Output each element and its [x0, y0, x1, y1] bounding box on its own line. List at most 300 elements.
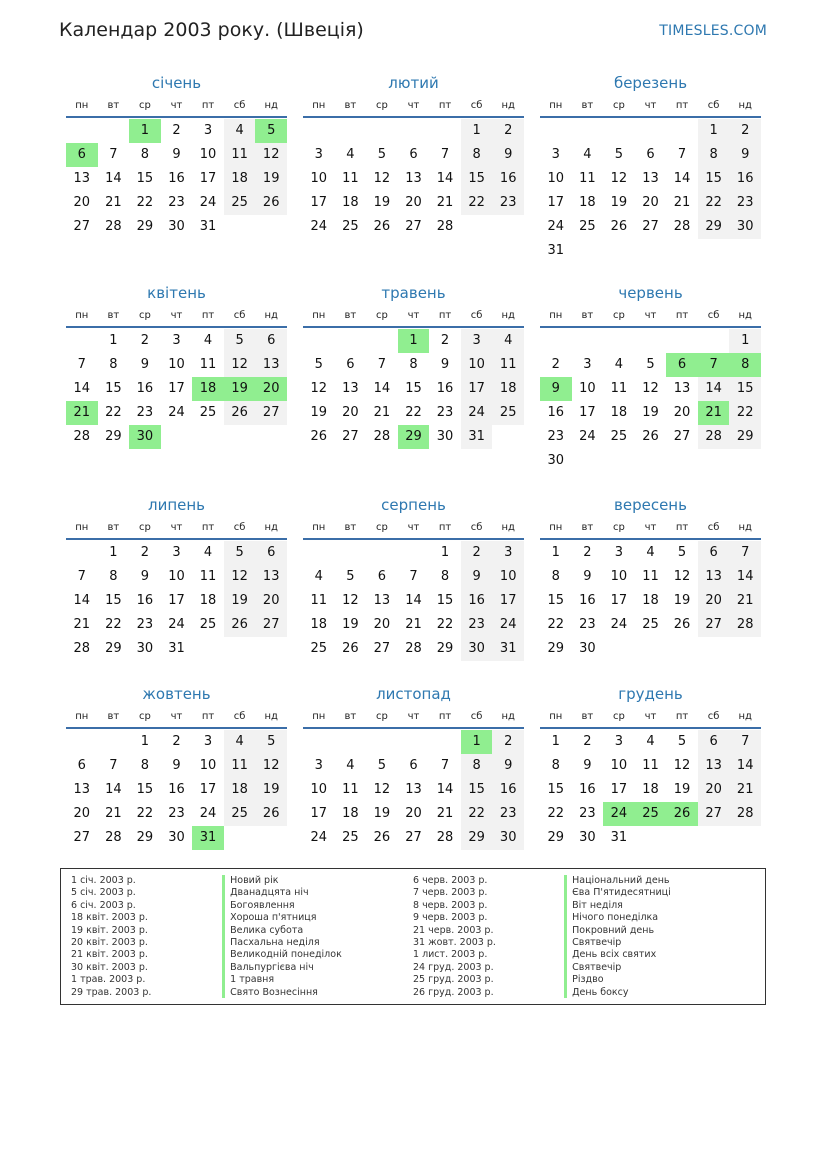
empty-cell [303, 541, 335, 565]
holiday-day-cell: 6 [66, 143, 98, 167]
day-cell: 27 [73, 219, 91, 234]
weekday-header [303, 306, 524, 328]
day-cell: 6 [646, 147, 655, 162]
weekday-label: нд [501, 310, 515, 321]
day-cell: 2 [492, 119, 524, 143]
day-cell: 5 [377, 758, 387, 773]
day-cell: 27 [698, 802, 730, 826]
day-cell: 20 [73, 806, 91, 821]
day-cell: 27 [405, 830, 422, 845]
day-grid [66, 329, 287, 449]
day-cell: 21 [373, 405, 391, 420]
day-cell: 13 [255, 353, 287, 377]
day-cell: 19 [255, 778, 287, 802]
day-cell: 22 [105, 617, 122, 632]
day-cell: 28 [436, 219, 454, 234]
day-cell: 27 [673, 429, 691, 444]
empty-cell [335, 119, 367, 143]
day-cell: 4 [203, 545, 213, 560]
day-cell: 1 [698, 119, 730, 143]
day-cell: 6 [409, 758, 418, 773]
day-cell: 13 [73, 782, 91, 797]
day-cell: 4 [224, 730, 256, 754]
empty-cell [666, 119, 698, 143]
day-cell: 8 [461, 143, 493, 167]
day-cell: 23 [579, 806, 596, 821]
weekday-label: чт [170, 711, 183, 722]
weekday-header [303, 96, 524, 118]
legend-date: 1 лист. 2003 р. [413, 949, 488, 961]
day-cell: 2 [440, 333, 450, 348]
day-cell: 14 [698, 377, 730, 401]
day-cell: 24 [310, 219, 328, 234]
empty-cell [303, 119, 335, 143]
day-grid [303, 730, 524, 850]
day-cell: 16 [729, 167, 761, 191]
legend-holiday-name: Велика субота [230, 924, 304, 936]
day-cell: 14 [729, 565, 761, 589]
day-cell: 17 [579, 405, 596, 420]
day-grid [66, 730, 287, 850]
day-cell: 19 [673, 782, 691, 797]
day-cell: 20 [698, 778, 730, 802]
day-cell: 1 [729, 329, 761, 353]
day-cell: 18 [610, 405, 628, 420]
day-cell: 27 [642, 219, 659, 234]
legend-holiday-name: Пасхальна неділя [230, 937, 320, 949]
weekday-label: чт [170, 522, 183, 533]
day-cell: 30 [436, 429, 454, 444]
day-cell: 4 [492, 329, 524, 353]
weekday-label: вт [581, 100, 594, 111]
weekday-label: пн [75, 711, 89, 722]
day-cell: 10 [310, 782, 328, 797]
day-cell: 7 [77, 569, 86, 584]
weekday-label: нд [738, 310, 752, 321]
day-cell: 8 [551, 758, 560, 773]
day-cell: 5 [224, 541, 256, 565]
weekday-label: пт [675, 310, 689, 321]
legend-date: 1 січ. 2003 р. [71, 875, 136, 886]
day-cell: 2 [140, 545, 150, 560]
day-cell: 6 [698, 541, 730, 565]
day-cell: 15 [547, 782, 565, 797]
day-grid [66, 541, 287, 661]
legend-holiday-name: Покровний день [572, 924, 655, 936]
weekday-label: пн [549, 711, 563, 722]
day-cell: 16 [492, 167, 524, 191]
legend-date: 26 груд. 2003 р. [413, 986, 494, 998]
weekday-label: пн [75, 310, 89, 321]
day-cell: 21 [73, 617, 91, 632]
day-cell: 1 [551, 545, 560, 560]
day-cell: 11 [579, 171, 596, 186]
day-cell: 10 [492, 565, 524, 589]
day-cell: 16 [461, 589, 493, 613]
empty-cell [303, 730, 335, 754]
day-cell: 30 [579, 641, 596, 656]
day-cell: 9 [583, 758, 592, 773]
day-cell: 27 [342, 429, 359, 444]
weekday-header [303, 518, 524, 540]
day-grid [303, 541, 524, 661]
weekday-header [540, 96, 761, 118]
day-cell: 11 [224, 143, 256, 167]
legend-holiday-name: Свято Вознесіння [230, 986, 318, 998]
empty-cell [540, 329, 572, 353]
day-cell: 31 [492, 637, 524, 661]
weekday-label: пт [201, 100, 215, 111]
weekday-label: вт [107, 100, 120, 111]
day-cell: 12 [342, 593, 359, 608]
day-cell: 2 [172, 734, 181, 749]
legend-date: 7 черв. 2003 р. [413, 887, 488, 899]
day-cell: 12 [310, 381, 328, 396]
month-3 [540, 70, 761, 280]
day-cell: 15 [729, 377, 761, 401]
day-cell: 20 [342, 405, 359, 420]
day-cell: 26 [342, 641, 359, 656]
day-cell: 30 [547, 453, 565, 468]
day-cell: 3 [203, 123, 213, 138]
day-cell: 11 [342, 171, 359, 186]
empty-cell [572, 119, 604, 143]
day-cell: 21 [105, 806, 122, 821]
day-cell: 22 [136, 195, 154, 210]
day-cell: 15 [547, 593, 565, 608]
weekday-label: пн [549, 522, 563, 533]
day-cell: 12 [673, 569, 691, 584]
day-cell: 22 [461, 191, 493, 215]
weekday-label: чт [407, 100, 420, 111]
weekday-label: пн [549, 100, 563, 111]
weekday-label: нд [264, 100, 278, 111]
day-cell: 23 [168, 806, 185, 821]
day-cell: 26 [642, 429, 659, 444]
holiday-day-cell: 18 [192, 377, 224, 401]
day-cell: 16 [136, 593, 154, 608]
day-grid [540, 119, 761, 263]
day-cell: 28 [729, 802, 761, 826]
weekday-label: ср [138, 711, 151, 722]
day-cell: 1 [551, 734, 560, 749]
day-cell: 7 [109, 758, 118, 773]
month-name: лютий [388, 74, 439, 92]
weekday-label: ср [612, 711, 625, 722]
day-cell: 13 [373, 593, 391, 608]
day-cell: 5 [377, 147, 387, 162]
empty-cell [66, 541, 98, 565]
day-cell: 15 [461, 778, 493, 802]
day-cell: 4 [314, 569, 323, 584]
legend-date: 1 трав. 2003 р. [71, 974, 146, 986]
legend-holiday-name: Богоявлення [230, 899, 295, 911]
day-cell: 2 [729, 119, 761, 143]
legend-holiday-name: Віт неділя [572, 899, 623, 911]
day-cell: 6 [377, 569, 387, 584]
day-cell: 28 [698, 425, 730, 449]
day-cell: 29 [105, 641, 122, 656]
day-cell: 8 [461, 754, 493, 778]
day-cell: 19 [642, 405, 659, 420]
day-cell: 20 [673, 405, 691, 420]
day-cell: 3 [551, 147, 560, 162]
day-cell: 19 [610, 195, 628, 210]
day-cell: 19 [342, 617, 359, 632]
day-cell: 18 [342, 806, 359, 821]
day-cell: 12 [673, 758, 691, 773]
day-cell: 23 [492, 191, 524, 215]
day-cell: 17 [610, 782, 628, 797]
day-cell: 12 [224, 353, 256, 377]
day-cell: 22 [698, 191, 730, 215]
day-cell: 10 [199, 758, 217, 773]
weekday-label: ср [138, 310, 151, 321]
day-cell: 14 [729, 754, 761, 778]
weekday-header [540, 518, 761, 540]
day-cell: 11 [310, 593, 328, 608]
weekday-label: пн [312, 310, 326, 321]
weekday-label: вт [344, 310, 357, 321]
day-cell: 26 [224, 613, 256, 637]
holiday-legend [60, 868, 766, 1005]
holiday-day-cell: 30 [129, 425, 161, 449]
day-cell: 12 [610, 171, 628, 186]
day-cell: 3 [583, 357, 592, 372]
day-cell: 9 [583, 569, 592, 584]
day-cell: 20 [373, 617, 391, 632]
day-cell: 6 [77, 758, 86, 773]
empty-cell [666, 329, 698, 353]
day-cell: 9 [440, 357, 450, 372]
day-cell: 25 [199, 617, 217, 632]
weekday-label: пн [312, 100, 326, 111]
legend-holiday-name: Великодній понеділок [230, 949, 342, 961]
day-cell: 13 [405, 171, 422, 186]
weekday-label: ср [612, 522, 625, 533]
holiday-day-cell: 29 [398, 425, 430, 449]
day-cell: 18 [342, 195, 359, 210]
holiday-day-cell: 7 [698, 353, 730, 377]
day-cell: 7 [377, 357, 387, 372]
day-cell: 23 [136, 405, 154, 420]
weekday-label: нд [501, 711, 515, 722]
empty-cell [366, 329, 398, 353]
weekday-label: чт [407, 522, 420, 533]
day-cell: 8 [698, 143, 730, 167]
weekday-label: нд [264, 310, 278, 321]
holiday-day-cell: 1 [398, 329, 430, 353]
legend-holiday-name: День боксу [572, 986, 629, 998]
weekday-label: нд [264, 711, 278, 722]
day-cell: 17 [547, 195, 565, 210]
holiday-day-cell: 25 [635, 802, 667, 826]
day-cell: 26 [373, 830, 391, 845]
holiday-day-cell: 6 [666, 353, 698, 377]
legend-date: 8 черв. 2003 р. [413, 899, 488, 911]
weekday-label: вт [344, 100, 357, 111]
day-cell: 14 [105, 782, 122, 797]
weekday-label: ср [375, 711, 388, 722]
day-cell: 24 [168, 617, 185, 632]
day-cell: 5 [677, 734, 687, 749]
day-cell: 26 [310, 429, 328, 444]
month-7 [66, 492, 287, 681]
day-cell: 23 [136, 617, 154, 632]
day-cell: 8 [409, 357, 418, 372]
day-cell: 25 [342, 830, 359, 845]
month-9 [540, 492, 761, 681]
legend-holiday-name: Святвечір [572, 937, 622, 949]
day-cell: 12 [642, 381, 659, 396]
day-cell: 12 [373, 171, 391, 186]
day-cell: 18 [579, 195, 596, 210]
empty-cell [398, 730, 430, 754]
day-cell: 28 [673, 219, 691, 234]
day-cell: 22 [136, 806, 154, 821]
day-cell: 5 [646, 357, 655, 372]
day-cell: 24 [492, 613, 524, 637]
legend-date: 5 січ. 2003 р. [71, 887, 136, 899]
day-cell: 31 [610, 830, 628, 845]
day-cell: 3 [492, 541, 524, 565]
day-cell: 24 [461, 401, 493, 425]
weekday-label: сб [233, 522, 246, 533]
weekday-label: чт [407, 310, 420, 321]
legend-holiday-name: Вальпургієва ніч [230, 961, 314, 973]
legend-date: 21 черв. 2003 р. [413, 924, 494, 936]
day-cell: 31 [461, 425, 493, 449]
day-cell: 22 [729, 401, 761, 425]
day-cell: 7 [77, 357, 86, 372]
weekday-label: нд [501, 100, 515, 111]
day-cell: 19 [224, 589, 256, 613]
day-cell: 26 [255, 191, 287, 215]
weekday-label: нд [264, 522, 278, 533]
day-cell: 30 [168, 219, 185, 234]
month-name: вересень [614, 496, 687, 514]
empty-cell [366, 541, 398, 565]
day-cell: 6 [255, 541, 287, 565]
day-cell: 3 [172, 545, 181, 560]
month-12 [540, 681, 761, 850]
empty-cell [572, 329, 604, 353]
day-cell: 8 [109, 357, 118, 372]
day-cell: 10 [610, 758, 628, 773]
legend-date: 6 черв. 2003 р. [413, 875, 488, 886]
day-cell: 25 [199, 405, 217, 420]
day-cell: 15 [105, 381, 122, 396]
day-cell: 9 [140, 569, 150, 584]
weekday-header [303, 707, 524, 729]
holiday-day-cell: 19 [224, 377, 256, 401]
month-name: серпень [381, 496, 446, 514]
day-cell: 13 [673, 381, 691, 396]
day-cell: 17 [199, 782, 217, 797]
day-cell: 18 [310, 617, 328, 632]
holiday-day-cell: 24 [603, 802, 635, 826]
holiday-day-cell: 1 [461, 730, 493, 754]
day-cell: 13 [73, 171, 91, 186]
day-cell: 1 [461, 119, 493, 143]
day-grid [540, 541, 761, 661]
day-cell: 2 [140, 333, 150, 348]
day-cell: 11 [642, 758, 659, 773]
weekday-label: пт [438, 310, 452, 321]
month-name: травень [381, 284, 446, 302]
day-cell: 19 [373, 195, 391, 210]
empty-cell [540, 119, 572, 143]
empty-cell [398, 541, 430, 565]
day-cell: 25 [224, 191, 256, 215]
legend-date: 18 квіт. 2003 р. [71, 912, 148, 924]
day-cell: 10 [547, 171, 565, 186]
weekday-header [540, 306, 761, 328]
day-cell: 20 [255, 589, 287, 613]
day-cell: 24 [310, 830, 328, 845]
empty-cell [335, 329, 367, 353]
day-cell: 17 [310, 195, 328, 210]
legend-holiday-name: Новий рік [230, 875, 279, 886]
empty-cell [635, 119, 667, 143]
day-cell: 13 [642, 171, 659, 186]
month-name: березень [613, 74, 688, 92]
day-cell: 16 [136, 381, 154, 396]
month-name: жовтень [142, 685, 211, 703]
day-cell: 14 [373, 381, 391, 396]
legend-dates-right [413, 875, 564, 998]
day-cell: 28 [105, 830, 122, 845]
weekday-label: ср [612, 310, 625, 321]
month-8 [303, 492, 524, 681]
day-cell: 18 [199, 593, 217, 608]
day-cell: 2 [461, 541, 493, 565]
month-4 [66, 280, 287, 492]
day-cell: 6 [346, 357, 355, 372]
day-cell: 29 [547, 830, 565, 845]
day-cell: 16 [547, 405, 565, 420]
day-cell: 4 [346, 147, 355, 162]
weekday-header [66, 518, 287, 540]
day-cell: 3 [203, 734, 213, 749]
weekday-label: сб [233, 100, 246, 111]
empty-cell [698, 329, 730, 353]
day-cell: 7 [729, 730, 761, 754]
day-cell: 19 [673, 593, 691, 608]
day-cell: 6 [409, 147, 418, 162]
day-cell: 4 [224, 119, 256, 143]
weekday-label: ср [138, 100, 151, 111]
day-cell: 11 [610, 381, 628, 396]
weekday-label: вт [581, 522, 594, 533]
day-cell: 14 [436, 171, 454, 186]
day-cell: 30 [168, 830, 185, 845]
site-logo-link[interactable]: TIMESLES.COM [659, 23, 767, 39]
empty-cell [335, 730, 367, 754]
day-cell: 25 [642, 617, 659, 632]
day-cell: 20 [405, 806, 422, 821]
weekday-label: сб [707, 522, 720, 533]
day-cell: 29 [547, 641, 565, 656]
weekday-label: нд [738, 711, 752, 722]
weekday-label: сб [470, 100, 483, 111]
weekday-header [66, 707, 287, 729]
weekday-label: вт [344, 522, 357, 533]
day-cell: 24 [199, 806, 217, 821]
weekday-label: нд [738, 522, 752, 533]
month-name: квітень [147, 284, 206, 302]
weekday-label: ср [375, 100, 388, 111]
